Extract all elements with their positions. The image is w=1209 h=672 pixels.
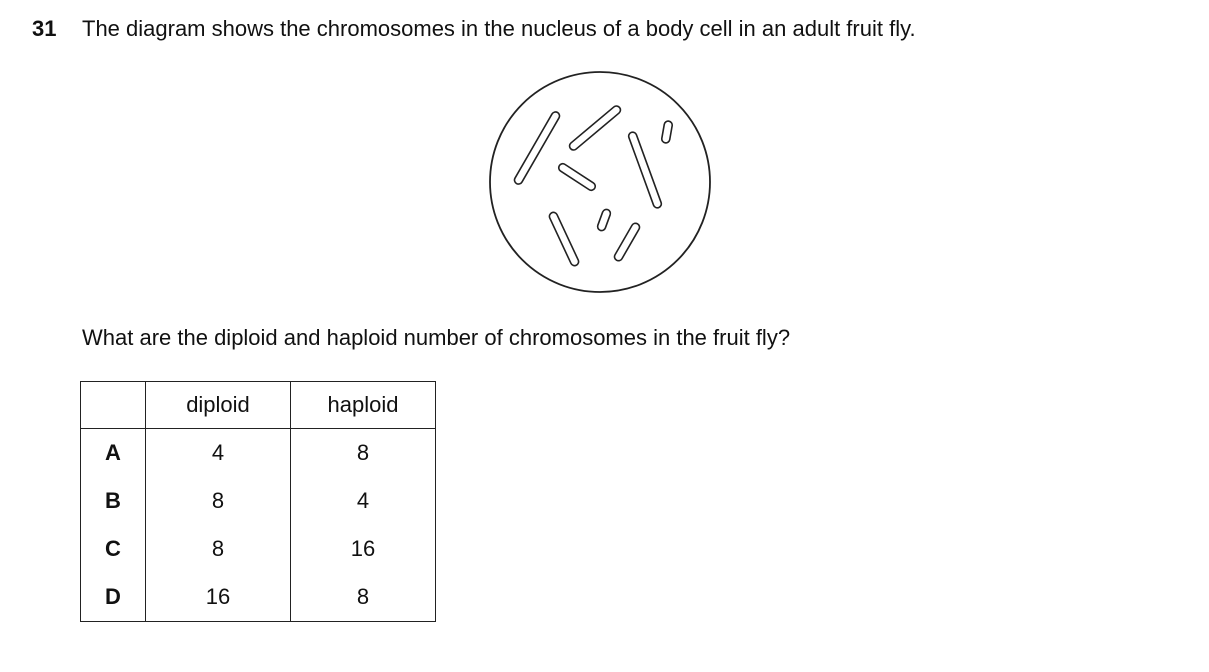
diploid-value: 8	[146, 477, 291, 525]
nucleus-diagram	[486, 68, 716, 298]
nucleus-outline	[490, 72, 710, 292]
question-stem: The diagram shows the chromosomes in the nucleus of a body cell in an adult fruit fly.	[82, 16, 916, 41]
header-letter-cell	[81, 382, 146, 429]
chromosome-4	[628, 131, 663, 209]
option-letter: B	[81, 477, 146, 525]
table-header-row	[81, 382, 436, 429]
option-row-c[interactable]	[81, 525, 436, 573]
diploid-value: 4	[146, 429, 291, 478]
header-haploid: haploid	[291, 382, 436, 429]
option-row-d[interactable]	[81, 573, 436, 622]
chromosome-1	[513, 110, 561, 185]
haploid-value: 4	[291, 477, 436, 525]
diploid-value: 16	[146, 573, 291, 622]
option-row-a[interactable]	[81, 429, 436, 478]
question-number: 31	[32, 16, 57, 41]
chromosome-7	[596, 208, 611, 231]
question-prompt: What are the diploid and haploid number of chromosomes in the fruit fly?	[82, 325, 791, 350]
chromosome-6	[548, 211, 580, 267]
chromosome-8	[613, 222, 641, 262]
diploid-value: 8	[146, 525, 291, 573]
chromosome-3	[557, 162, 597, 192]
haploid-value: 8	[291, 573, 436, 622]
option-letter: C	[81, 525, 146, 573]
option-row-b[interactable]	[81, 477, 436, 525]
haploid-value: 16	[291, 525, 436, 573]
header-diploid: diploid	[146, 382, 291, 429]
option-letter: D	[81, 573, 146, 622]
answer-options-table	[80, 381, 436, 622]
option-letter: A	[81, 429, 146, 478]
chromosome-5	[661, 120, 673, 143]
haploid-value: 8	[291, 429, 436, 478]
chromosome-2	[568, 104, 622, 151]
